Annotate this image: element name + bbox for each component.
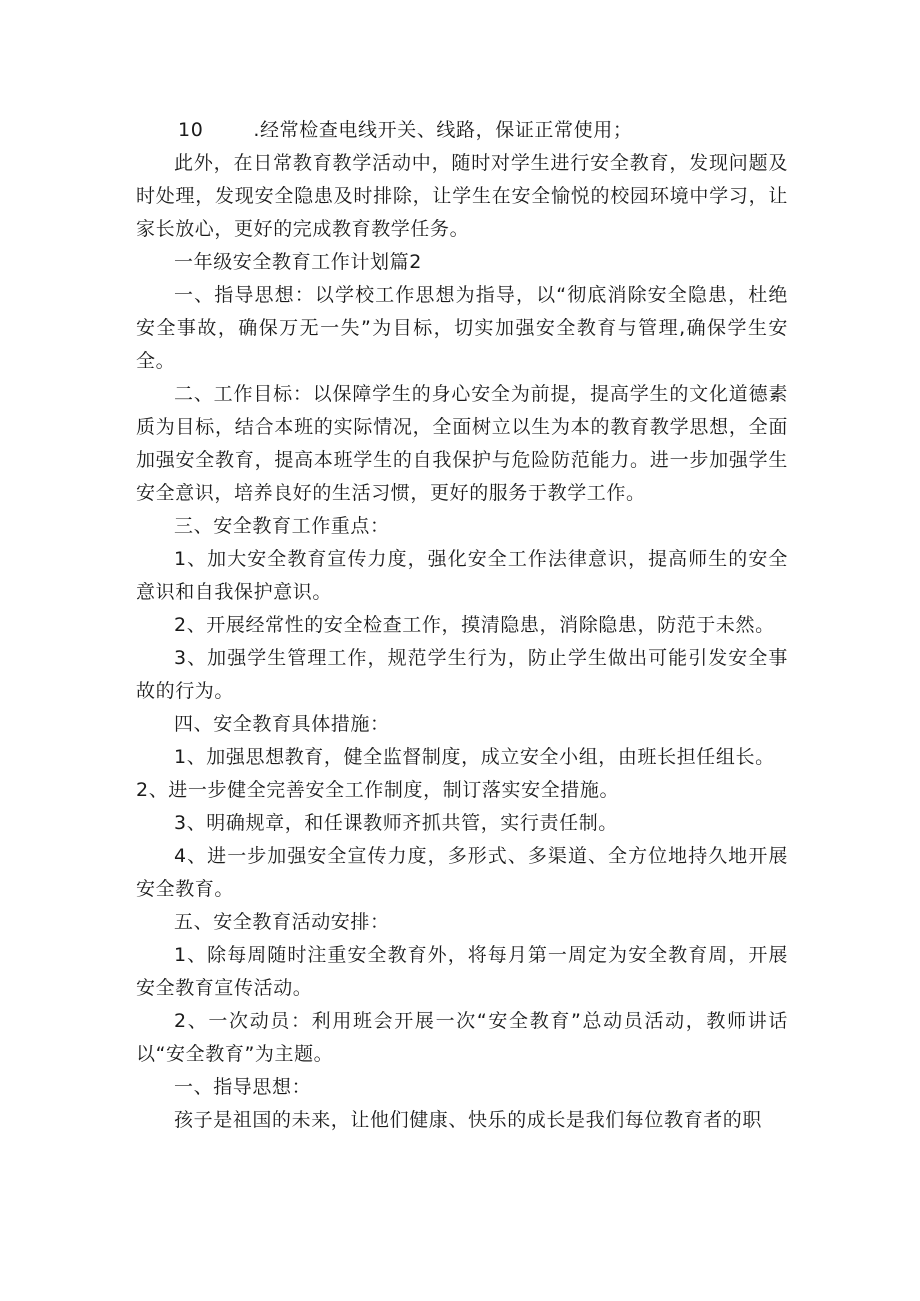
paragraph-children: 孩子是祖国的未来，让他们健康、快乐的成长是我们每位教育者的职 bbox=[174, 1109, 763, 1131]
list-item: 3、明确规章，和任课教师齐抓共管，实行责任制。 bbox=[174, 812, 618, 834]
heading-activities: 五、安全教育活动安排： bbox=[174, 911, 390, 933]
list-item-10 bbox=[136, 114, 788, 147]
paragraph-work-goal: 二、工作目标：以保障学生的身心安全为前提，提高学生的文化道德素质为目标，结合本班的实际情况，全面树立以生为本的教育教学思想，全面加强安全教育，提高本班学生的自我保护与危险防范能力。进一步加强学生安全意识，培养良好的生活习惯，更好的服务于教学工作。 bbox=[136, 383, 788, 504]
list-item: 3、加强学生管理工作，规范学生行为，防止学生做出可能引发安全事故的行为。 bbox=[136, 647, 788, 702]
list-item: 1、除每周随时注重安全教育外，将每月第一周定为安全教育周，开展安全教育宣传活动。 bbox=[136, 944, 788, 999]
list-item: 2、进一步健全完善安全工作制度，制订落实安全措施。 bbox=[136, 779, 620, 801]
item-number: 10 bbox=[178, 119, 204, 141]
list-item: 1、加大安全教育宣传力度，强化安全工作法律意识，提高师生的安全意识和自我保护意识。 bbox=[136, 548, 788, 603]
section-title: 一年级安全教育工作计划篇2 bbox=[174, 251, 422, 273]
heading-focus: 三、安全教育工作重点： bbox=[174, 515, 390, 537]
heading-measures: 四、安全教育具体措施： bbox=[174, 713, 390, 735]
item-text: .经常检查电线开关、线路，保证正常使用； bbox=[253, 119, 633, 141]
heading-guiding-thought: 一、指导思想： bbox=[174, 1076, 312, 1098]
paragraph-guiding-thought: 一、指导思想：以学校工作思想为指导，以“彻底消除安全隐患，杜绝安全事故，确保万无一失”为目标，切实加强安全教育与管理,确保学生安全。 bbox=[136, 284, 788, 372]
list-item: 2、开展经常性的安全检查工作，摸清隐患，消除隐患，防范于未然。 bbox=[174, 614, 775, 636]
list-item: 4、进一步加强安全宣传力度，多形式、多渠道、全方位地持久地开展安全教育。 bbox=[136, 845, 788, 900]
list-item: 2、一次动员：利用班会开展一次“安全教育”总动员活动，教师讲话以“安全教育”为主题。 bbox=[136, 1010, 788, 1065]
paragraph-summary: 此外，在日常教育教学活动中，随时对学生进行安全教育，发现问题及时处理，发现安全隐患及时排除，让学生在安全愉悦的校园环境中学习，让家长放心，更好的完成教育教学任务。 bbox=[136, 152, 788, 240]
list-item: 1、加强思想教育，健全监督制度，成立安全小组，由班长担任组长。 bbox=[174, 746, 775, 768]
document-body bbox=[136, 114, 788, 1137]
